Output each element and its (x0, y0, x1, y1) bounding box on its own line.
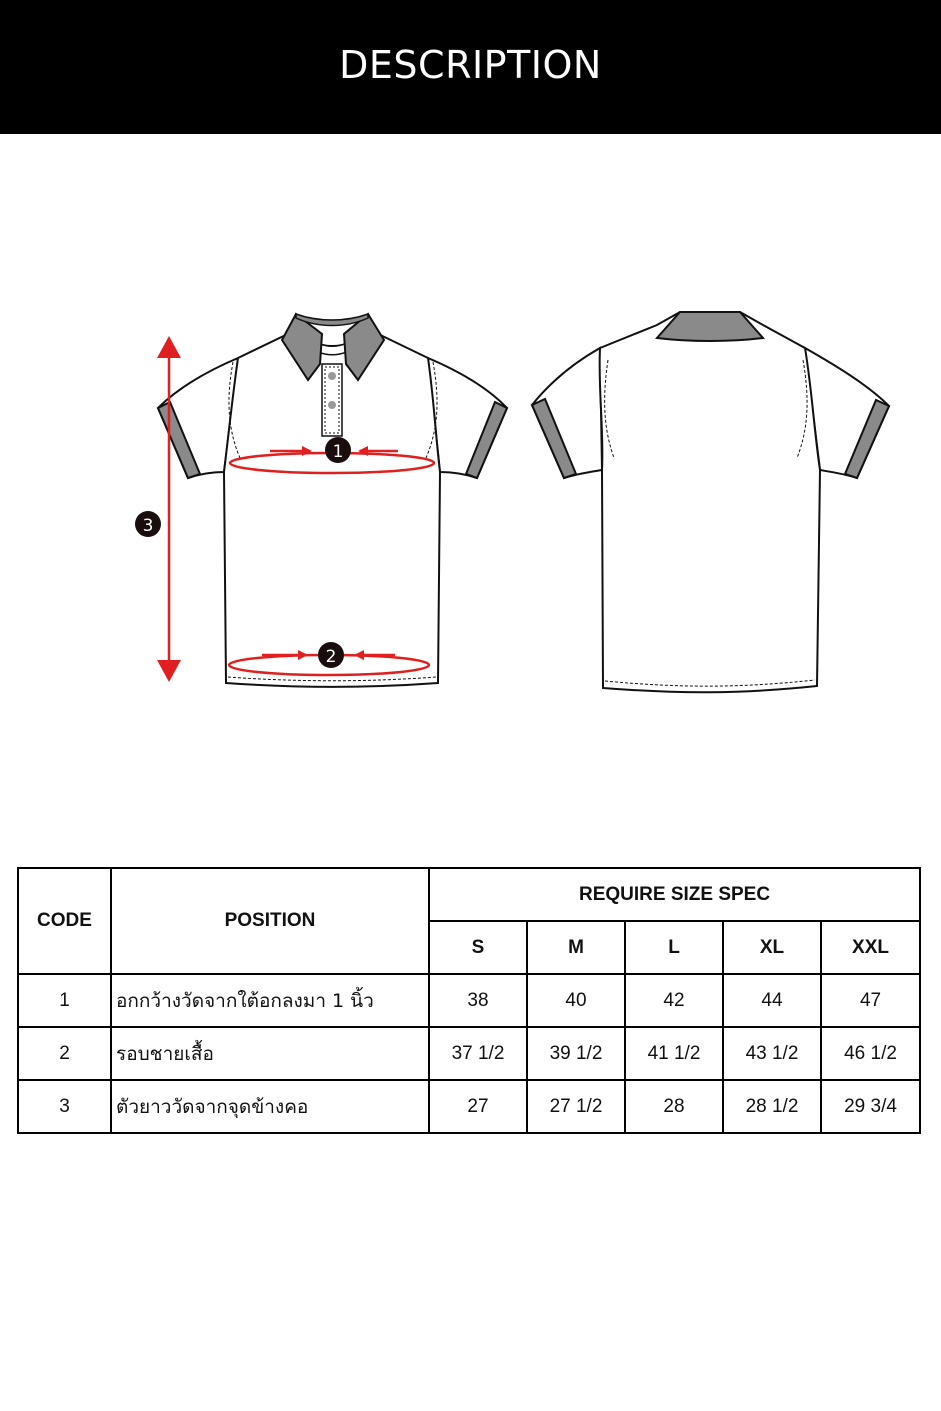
table-row (18, 1027, 920, 1080)
code-cell: 1 (18, 974, 111, 1027)
marker-1-label: 1 (332, 442, 344, 462)
value-cell: 39 1/2 (527, 1027, 625, 1080)
value-cell: 42 (625, 974, 723, 1027)
value-cell: 44 (723, 974, 821, 1027)
value-cell: 43 1/2 (723, 1027, 821, 1080)
front-shirt (135, 314, 507, 687)
marker-2-label: 2 (325, 647, 337, 667)
page-title: DESCRIPTION (339, 43, 602, 87)
code-cell: 3 (18, 1080, 111, 1133)
value-cell: 40 (527, 974, 625, 1027)
back-shirt (532, 312, 889, 692)
marker-3-label: 3 (142, 516, 154, 536)
header-bar (0, 0, 941, 134)
value-cell: 28 (625, 1080, 723, 1133)
value-cell: 37 1/2 (429, 1027, 527, 1080)
button-dot (328, 372, 336, 380)
value-cell: 27 1/2 (527, 1080, 625, 1133)
table-row (18, 974, 920, 1027)
shirt-measurement-diagram (0, 134, 941, 834)
size-header: XL (723, 921, 821, 974)
value-cell: 38 (429, 974, 527, 1027)
button-dot (328, 401, 336, 409)
value-cell: 41 1/2 (625, 1027, 723, 1080)
position-cell: อกกว้างวัดจากใต้อกลงมา 1 นิ้ว (111, 974, 429, 1027)
position-cell: รอบชายเสื้อ (111, 1027, 429, 1080)
size-header: L (625, 921, 723, 974)
value-cell: 28 1/2 (723, 1080, 821, 1133)
size-header: XXL (821, 921, 920, 974)
position-cell: ตัวยาววัดจากจุดข้างคอ (111, 1080, 429, 1133)
size-header: M (527, 921, 625, 974)
table-row (18, 1080, 920, 1133)
size-header: S (429, 921, 527, 974)
value-cell: 46 1/2 (821, 1027, 920, 1080)
size-spec-table (17, 867, 921, 1134)
position-header: POSITION (111, 868, 429, 974)
size-spec-group-header: REQUIRE SIZE SPEC (429, 868, 920, 921)
value-cell: 27 (429, 1080, 527, 1133)
value-cell: 47 (821, 974, 920, 1027)
code-header: CODE (18, 868, 111, 974)
value-cell: 29 3/4 (821, 1080, 920, 1133)
code-cell: 2 (18, 1027, 111, 1080)
